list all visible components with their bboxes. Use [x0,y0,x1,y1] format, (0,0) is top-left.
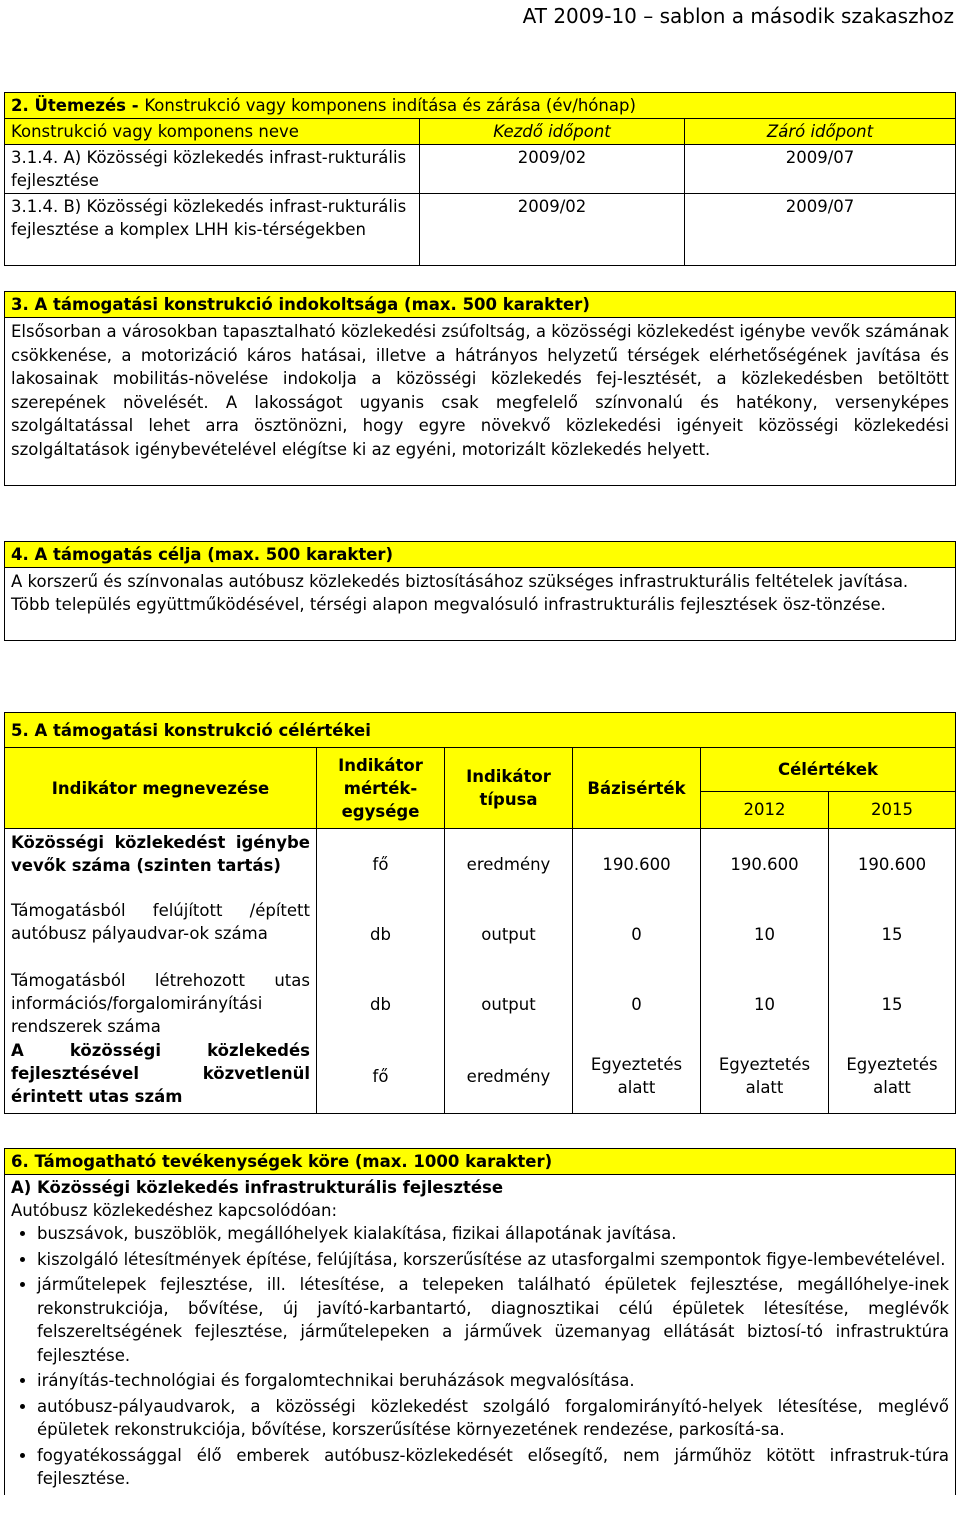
list-item: • járműtelepek fejlesztése, ill. létesítése, a telepeken található épületek fejlesztése, megállóhelye-inek rekonstrukciója, bővítése, új javító-karbantartó, diagnosztikai célú épületek létesítése, meglévők felszereltségének fejlesztése, járműtelepeken a járművek üzemanyag ellátását biztosí-tó infrastruktúra fejlesztése. [37,1273,949,1367]
activities-body [5,1175,956,1495]
indicator-row: Közösségi közlekedést igénybe vevők száma (szinten tartás) fő eredmény 190.600 190.600 190.600 [5,829,956,900]
col-header-start: Kezdő időpont [420,119,685,145]
activities-title: 6. Támogatható tevékenységek köre (max. 1000 karakter) [5,1149,956,1175]
goal-section [4,541,956,641]
schedule-table [4,92,956,266]
activities-subtitle: A) Közösségi közlekedés infrastrukturális fejlesztése [11,1178,504,1197]
indicator-table [4,712,956,1114]
schedule-row: 3.1.4. B) Közösségi közlekedés infrast-rukturális fejlesztése a komplex LHH kis-térségekben 2009/02 2009/07 [5,194,956,266]
targets-title: 5. A támogatási konstrukció célértékei [5,713,956,748]
schedule-section [4,92,956,266]
header-indicator-name: Indikátor megnevezése [5,748,317,829]
justification-text: Elsősorban a városokban tapasztalható közlekedési zsúfoltság, a közösségi közlekedést igénybe vevők számának csökkenése, a motorizáció káros hatásai, illetve a hátrányos helyzetű térségek elérhetőségének javítása és lakosainak mobilitás-növelése indokolja a közösségi közlekedés fej-lesztését, a közlekedésben betöltött szerepének növelését. A lakosságot ugyanis csak megfelelő színvonalú és hatékony, versenyképes szolgáltatással lehet arra ösztönözni, hogy egyre növekvő közlekedési igényeit közösségi közlekedési szolgáltatások igénybevételével elégítse ki az egyéni, motorizált közlekedés helyett. [5,318,956,486]
indicator-row: Támogatásból létrehozott utas információs/forgalomirányítási rendszerek száma db output 0 10 15 [5,969,956,1039]
justification-title: 3. A támogatási konstrukció indokoltsága (max. 500 karakter) [5,292,956,318]
targets-section [4,712,956,1114]
col-header-name: Konstrukció vagy komponens neve [5,119,420,145]
list-item: • irányítás-technológiai és forgalomtechnikai beruházások megvalósítása. [37,1369,949,1393]
header-targets: Célértékek [701,748,956,792]
indicator-row: Támogatásból felújított /épített autóbusz pályaudvar-ok száma db output 0 10 15 [5,899,956,969]
col-header-end: Záró időpont [685,119,956,145]
header-base-value: Bázisérték [573,748,701,829]
header-indicator-type: Indikátor típusa [445,748,573,829]
goal-text: A korszerű és színvonalas autóbusz közlekedés biztosításához szükséges infrastrukturális feltételek javítása. Több település együttműködésével, térségi alapon megvalósuló infrastrukturális fejlesztések ösz-tönzése. [5,568,956,641]
list-item: • kiszolgáló létesítmények építése, felújítása, korszerűsítése az utasforgalmi szempontok figye-lembevételével. [37,1248,949,1272]
header-indicator-unit: Indikátor mérték-egysége [317,748,445,829]
list-item: • fogyatékossággal élő emberek autóbusz-közlekedését elősegítő, nem járműhöz kötött infrastruk-túra fejlesztése. [37,1444,949,1491]
list-item: • autóbusz-pályaudvarok, a közösségi közlekedést szolgáló forgalomirányító-helyek létesítése, meglévő épületek rekonstrukciója, bővítése, korszerűsítése környezetének rendezése, parkosítá-sa. [37,1395,949,1442]
indicator-row: A közösségi közlekedés fejlesztésével közvetlenül érintett utas szám fő eredmény Egyeztetés alatt Egyeztetés alatt Egyeztetés alatt [5,1039,956,1114]
page-header-title: AT 2009-10 – sablon a második szakaszhoz [522,4,954,28]
schedule-row: 3.1.4. A) Közösségi közlekedés infrast-rukturális fejlesztése 2009/02 2009/07 [5,145,956,194]
header-year-2012: 2012 [701,791,829,828]
list-item: • buszsávok, buszöblök, megállóhelyek kialakítása, fizikai állapotának javítása. [37,1222,949,1246]
schedule-title: 2. Ütemezés - Konstrukció vagy komponens indítása és zárása (év/hónap) [5,93,956,119]
justification-section [4,291,956,486]
activities-section [4,1148,956,1495]
activities-intro: Autóbusz közlekedéshez kapcsolódóan: [11,1201,338,1220]
activities-list [11,1222,949,1491]
goal-title: 4. A támogatás célja (max. 500 karakter) [5,542,956,568]
header-year-2015: 2015 [829,791,956,828]
